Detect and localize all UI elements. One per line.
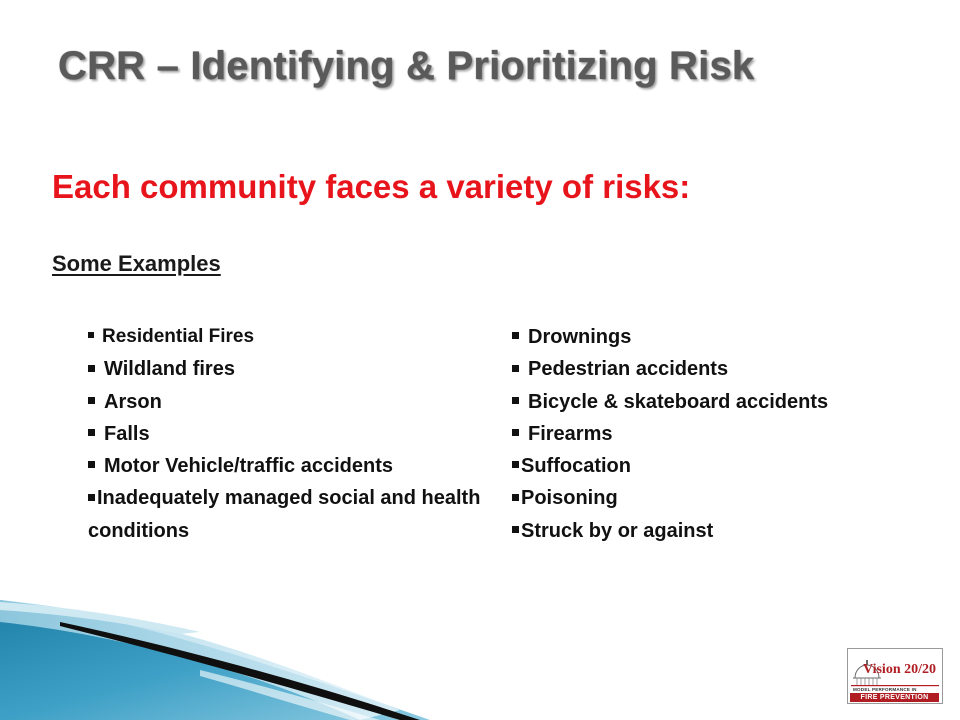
right-risk-list [512, 321, 932, 547]
list-item: Wildland fires [88, 353, 488, 385]
square-bullet-icon [512, 429, 519, 436]
list-item: Pedestrian accidents [512, 353, 932, 385]
list-item: Arson [88, 386, 488, 418]
left-risk-list [88, 321, 488, 547]
logo-banner: FIRE PREVENTION [850, 693, 939, 702]
list-item: Bicycle & skateboard accidents [512, 386, 932, 418]
square-bullet-icon [88, 365, 95, 372]
list-item: Residential Fires [88, 321, 488, 353]
list-item: Poisoning [512, 482, 932, 514]
list-item: Drownings [512, 321, 932, 353]
list-item: Inadequately managed social and health conditions [88, 487, 481, 542]
square-bullet-icon [88, 397, 95, 404]
square-bullet-icon [512, 365, 519, 372]
decorative-swoosh [0, 560, 960, 720]
slide-title: CRR – Identifying & Prioritizing Risk [58, 44, 755, 88]
square-bullet-icon [512, 526, 519, 533]
square-bullet-icon [512, 332, 519, 339]
square-bullet-icon [512, 461, 519, 468]
square-bullet-icon [512, 494, 519, 501]
square-bullet-icon [88, 332, 94, 338]
list-item: Suffocation [512, 450, 932, 482]
logo-brand: Vision 20/20 [863, 662, 936, 677]
list-item: Motor Vehicle/traffic accidents [88, 450, 488, 482]
list-item: Struck by or against [512, 515, 932, 547]
square-bullet-icon [88, 429, 95, 436]
vision-2020-logo [847, 648, 943, 704]
section-heading: Some Examples [52, 251, 221, 276]
list-item: Falls [88, 418, 488, 450]
slide-subtitle: Each community faces a variety of risks: [52, 168, 691, 205]
square-bullet-icon [88, 461, 95, 468]
list-item: Firearms [512, 418, 932, 450]
logo-tagline: MODEL PERFORMANCE IN [853, 687, 917, 692]
square-bullet-icon [88, 494, 95, 501]
square-bullet-icon [512, 397, 519, 404]
